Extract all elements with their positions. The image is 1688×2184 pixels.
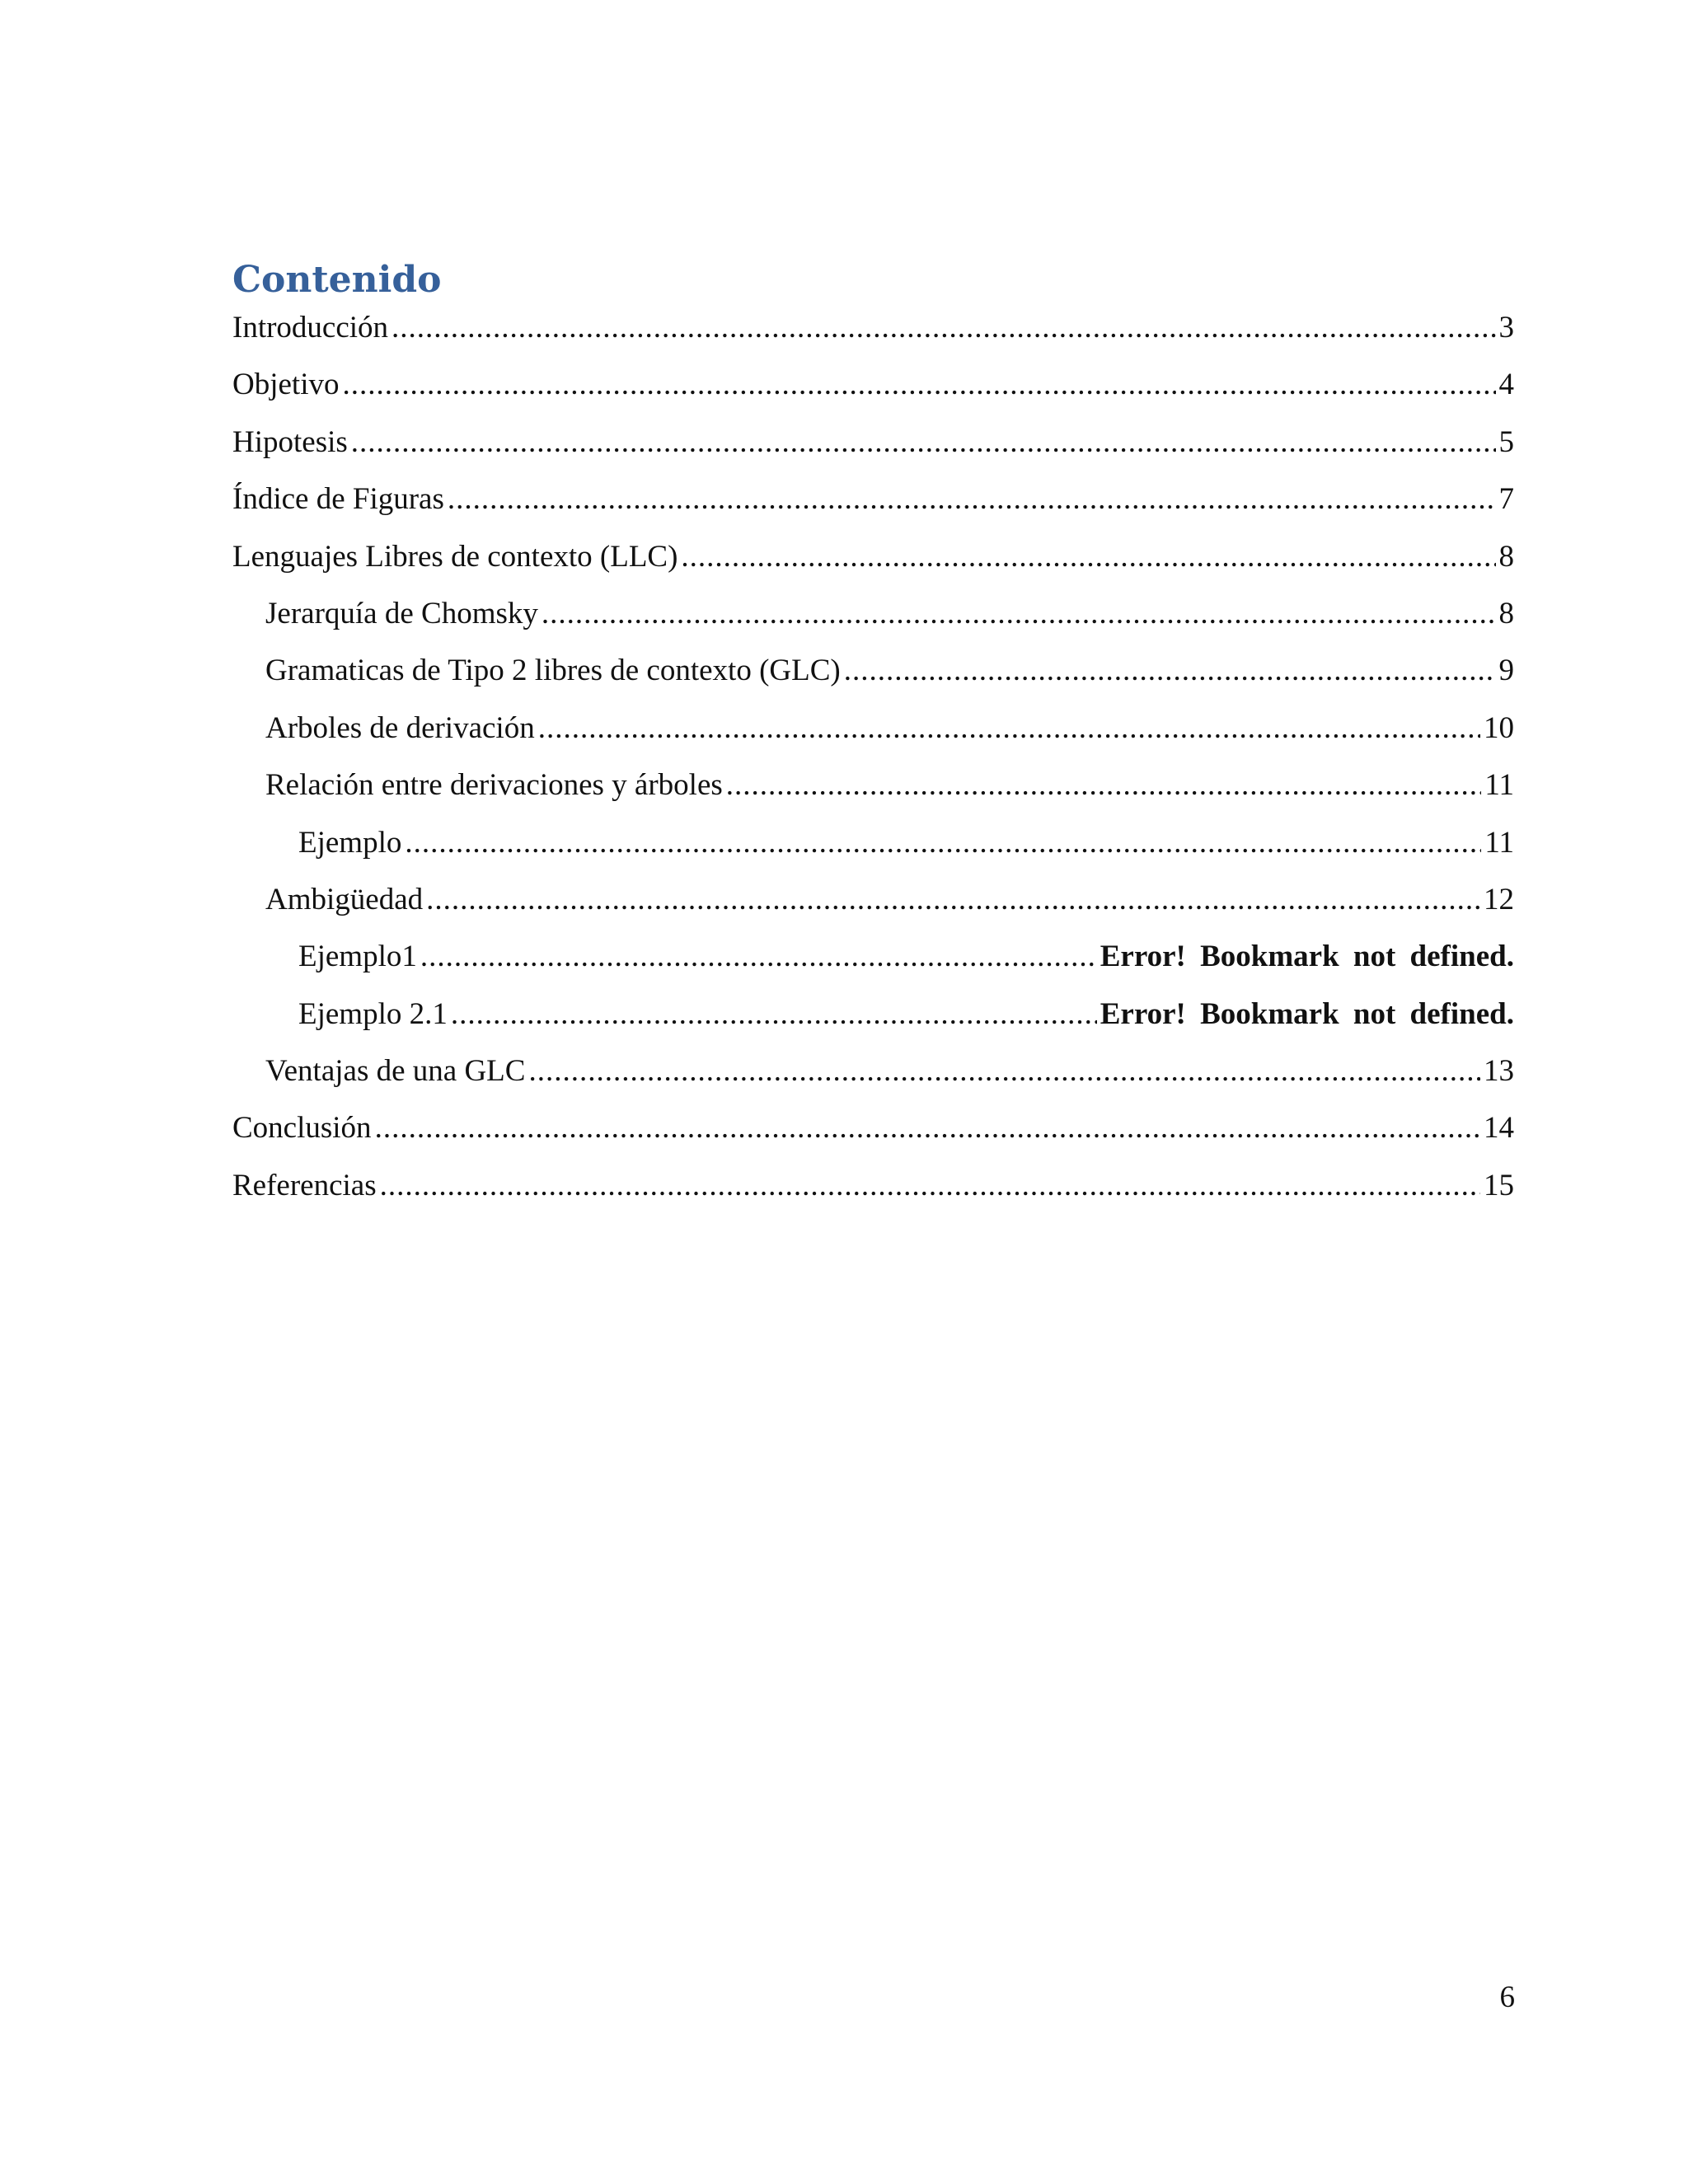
toc-entry[interactable] [232,710,1514,767]
dot-leader [726,767,1482,803]
toc-entry[interactable] [232,367,1514,424]
toc-entry-page: 4 [1498,368,1514,402]
dot-leader [392,310,1495,345]
toc-entry-page: 10 [1484,710,1514,745]
toc-entry[interactable] [232,539,1514,596]
dot-leader [681,539,1495,574]
toc-entry[interactable] [232,1168,1514,1225]
toc-entry-label: Relación entre derivaciones y árboles [265,768,723,803]
dot-leader [538,710,1480,746]
dot-leader [420,939,1097,974]
toc-title: Contenido [232,259,442,301]
toc-entry-page: 9 [1498,654,1514,688]
toc-entry-page: 8 [1498,596,1514,630]
toc-entry[interactable] [232,424,1514,481]
toc-entry-page: 14 [1484,1111,1514,1146]
toc-entry-label: Lenguajes Libres de contexto (LLC) [232,539,678,574]
toc-entry[interactable] [232,310,1514,367]
dot-leader [542,596,1496,631]
toc-entry-label: Introducción [232,311,389,344]
toc-entry-label: Referencias [232,1168,377,1202]
toc-entry-page: 11 [1484,825,1514,860]
dot-leader [351,424,1496,460]
dot-leader [451,996,1097,1032]
page-number: 6 [1499,1980,1515,2014]
dot-leader [448,481,1496,517]
toc-entry-page: 7 [1498,482,1514,517]
toc-entry-label: Ambigüedad [265,882,424,916]
toc-entry-page: 11 [1484,768,1514,803]
toc-entry[interactable] [232,481,1514,538]
dot-leader [405,825,1481,860]
toc-entry[interactable] [232,882,1514,939]
toc-entry[interactable] [232,596,1514,653]
toc-entry-label: Jerarquía de Chomsky [265,596,538,630]
toc-entry[interactable] [232,1053,1514,1110]
table-of-contents [232,310,1514,1225]
dot-leader [342,367,1495,402]
toc-entry-label: Objetivo [232,368,340,402]
toc-entry-label: Ejemplo1 [298,940,417,974]
toc-entry-label: Arboles de derivación [265,710,535,745]
toc-entry-label: Índice de Figuras [232,482,444,517]
toc-entry[interactable] [232,653,1514,710]
toc-entry-label: Hipotesis [232,424,348,459]
toc-entry-label: Gramaticas de Tipo 2 libres de contexto (GLC) [265,654,841,688]
toc-entry-label: Ventajas de una GLC [265,1054,526,1089]
toc-entry-page: 3 [1498,311,1514,344]
toc-entry-page: 15 [1484,1168,1514,1202]
toc-entry[interactable] [232,825,1514,882]
toc-entry[interactable] [232,767,1514,824]
toc-entry-label: Conclusión [232,1111,372,1146]
dot-leader [380,1168,1480,1203]
toc-entry-page: 13 [1484,1054,1514,1089]
dot-leader [528,1053,1480,1089]
toc-entry-page: 8 [1498,539,1514,574]
toc-entry-label: Ejemplo [298,825,402,860]
dot-leader [426,882,1480,917]
toc-entry[interactable] [232,939,1514,996]
toc-entry[interactable] [232,1110,1514,1167]
dot-leader [375,1110,1480,1146]
toc-entry-error: Error! Bookmark not defined. [1100,996,1514,1031]
toc-entry-label: Ejemplo 2.1 [298,996,448,1031]
dot-leader [844,653,1496,688]
toc-entry-page: 5 [1498,424,1514,459]
toc-entry-page: 12 [1484,882,1514,916]
toc-entry[interactable] [232,996,1514,1053]
toc-entry-error: Error! Bookmark not defined. [1100,940,1514,974]
